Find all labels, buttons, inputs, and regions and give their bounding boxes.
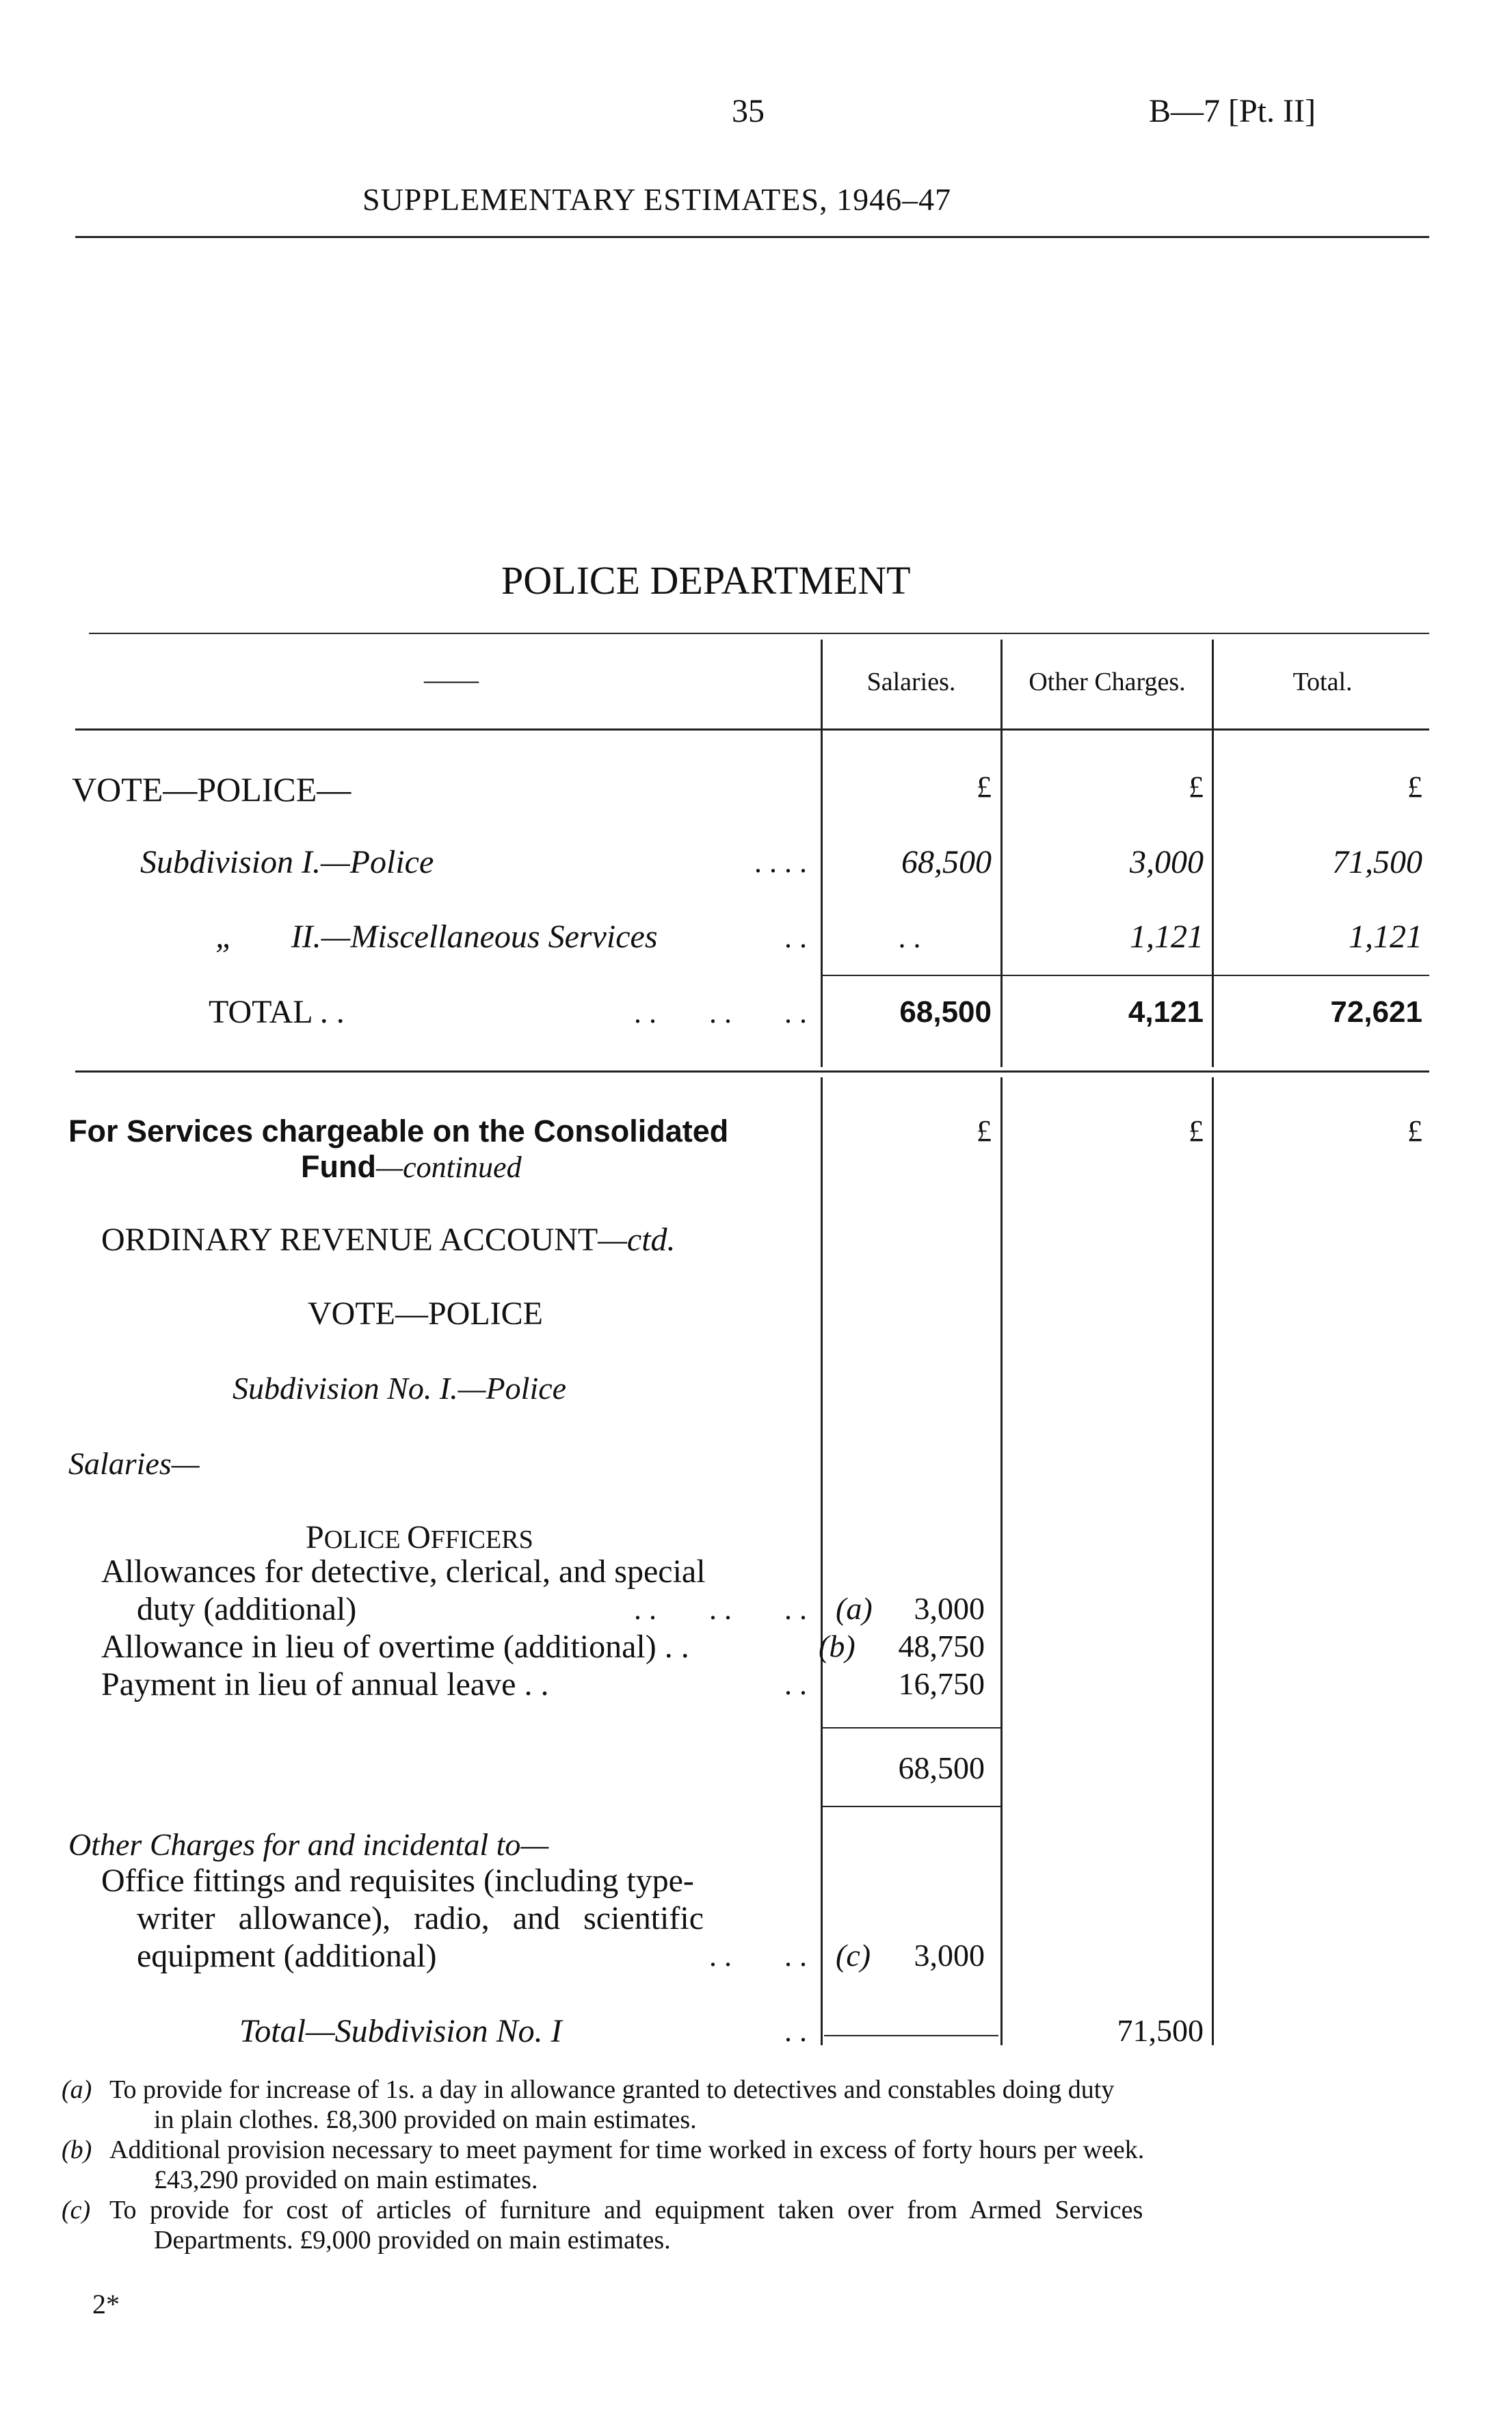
total-subdivision-label: Total—Subdivision No. I [239,2013,562,2049]
detail-salaries-heading: Salaries— [68,1446,200,1481]
footnote-b-mark: (b) [62,2136,92,2164]
salary-item-2-amount: 48,750 [898,1629,985,1664]
footnote-a-mark: (a) [62,2075,92,2104]
salaries-subtotal-rule-bottom [821,1806,1002,1807]
officers-cap-2: O [407,1519,431,1555]
salary-item-1-leader: . . . . . . [634,1592,807,1626]
salary-item-1-line-2: duty (additional) [137,1591,357,1627]
officers-cap-1: P [306,1519,324,1555]
salary-item-1-line-1: Allowances for detective, clerical, and special [101,1553,706,1590]
summary-col-divider-2 [1000,640,1003,1067]
summary-total-total: 72,621 [1330,995,1422,1029]
detail-account-label: ORDINARY REVENUE ACCOUNT [101,1222,598,1258]
summary-row-1-label: Subdivision I.—Police [140,844,434,880]
summary-currency-total: £ [1407,770,1422,804]
summary-row-1-other: 3,000 [1130,844,1204,880]
summary-row-1-leader: . . . . [754,845,807,879]
other-charges-heading: Other Charges for and incidental to— [68,1827,549,1862]
detail-col-divider-2 [1000,1077,1003,2045]
footnote-a-line-1: To provide for increase of 1s. a day in allowance granted to detectives and constables doing duty [109,2075,1115,2104]
summary-total-other: 4,121 [1128,995,1204,1029]
summary-row-2-other: 1,121 [1130,919,1204,955]
salary-item-1-amount: 3,000 [914,1591,985,1626]
other-item-leader: . . . . [709,1939,807,1973]
summary-row-2-total: 1,121 [1349,919,1422,955]
summary-header-other-charges: Other Charges. [1029,668,1186,696]
detail-currency-salaries: £ [977,1114,992,1148]
footnote-c-line-2: Departments. £9,000 provided on main estimates. [154,2226,671,2255]
summary-total-salaries: 68,500 [899,995,992,1029]
summary-currency-other: £ [1189,770,1204,804]
summary-total-rule [821,975,1429,976]
detail-col-divider-1 [821,1077,823,2045]
summary-total-label: TOTAL . . [209,994,345,1030]
salary-item-3-amount: 16,750 [898,1666,985,1701]
summary-col-divider-1 [821,640,823,1067]
salary-item-2-ref: (b) [819,1629,856,1664]
summary-header-total: Total. [1292,668,1353,696]
detail-heading-fund: Fund [301,1149,376,1184]
document-title: SUPPLEMENTARY ESTIMATES, 1946–47 [362,182,952,217]
detail-account-suffix: —ctd. [598,1222,676,1258]
summary-vote-label: VOTE—POLICE— [72,770,352,809]
total-subdivision-leader: . . [784,2014,807,2048]
footnote-b-line-2: £43,290 provided on main estimates. [154,2166,538,2194]
detail-officers-heading [306,1519,533,1556]
other-item-line-1: Office fittings and requisites (including type- [101,1863,694,1899]
summary-row-1-salaries: 68,500 [901,844,992,880]
detail-heading-continued: —continued [375,1151,522,1184]
summary-header-salaries: Salaries. [866,668,956,696]
officers-rest-2: FFICERS [430,1525,533,1554]
detail-currency-other: £ [1189,1114,1204,1148]
salaries-subtotal-rule-top [821,1727,1002,1729]
detail-subdivision: Subdivision No. I.—Police [233,1371,567,1406]
summary-currency-salaries: £ [977,770,992,804]
other-item-amount: 3,000 [914,1938,985,1973]
summary-row-2-label: „ II.—Miscellaneous Services [215,919,658,955]
officers-rest-1: OLICE [323,1525,408,1554]
summary-row-2-leader: . . [784,921,807,954]
section-title: POLICE DEPARTMENT [501,558,911,603]
footnote-a-line-2: in plain clothes. £8,300 provided on main estimates. [154,2105,697,2134]
salaries-subtotal: 68,500 [898,1750,985,1785]
salary-item-2-line-1: Allowance in lieu of overtime (additional) . . [101,1629,689,1665]
detail-vote: VOTE—POLICE [308,1296,543,1332]
other-item-ref: (c) [836,1938,871,1973]
summary-top-rule [89,633,1429,634]
other-item-line-2: writer allowance), radio, and scientific [137,1900,704,1936]
salary-item-3-leader: . . [784,1668,807,1701]
summary-bottom-rule [75,1070,1429,1073]
detail-heading-line-2 [301,1149,522,1185]
footnote-c-mark: (c) [62,2196,91,2224]
salary-item-3-line-1: Payment in lieu of annual leave . . [101,1666,549,1703]
total-subdivision-amount: 71,500 [1117,2013,1204,2048]
footnote-c-line-1: To provide for cost of articles of furniture and equipment taken over from Armed Services [109,2196,1143,2224]
header-divider [75,236,1429,238]
footnote-b-line-1: Additional provision necessary to meet payment for time worked in excess of forty hours per week. [109,2136,1145,2164]
detail-col-divider-3 [1212,1077,1214,2045]
summary-header-label: —— [424,664,479,695]
detail-heading-line-1: For Services chargeable on the Consolidated [68,1114,729,1148]
total-subdivision-rule [824,2035,998,2036]
salary-item-1-ref: (a) [836,1591,873,1626]
detail-currency-total: £ [1407,1114,1422,1148]
document-reference: B—7 [Pt. II] [1149,93,1316,129]
summary-row-1-total: 71,500 [1332,844,1422,880]
summary-row-2-salaries: . . [898,921,921,954]
other-item-line-3: equipment (additional) [137,1938,437,1974]
detail-account [101,1221,676,1259]
summary-total-leader: . . . . . . [634,996,807,1029]
page-number: 35 [732,93,765,129]
signature-mark: 2* [92,2289,120,2320]
summary-col-divider-3 [1212,640,1214,1067]
summary-header-rule [75,728,1429,731]
